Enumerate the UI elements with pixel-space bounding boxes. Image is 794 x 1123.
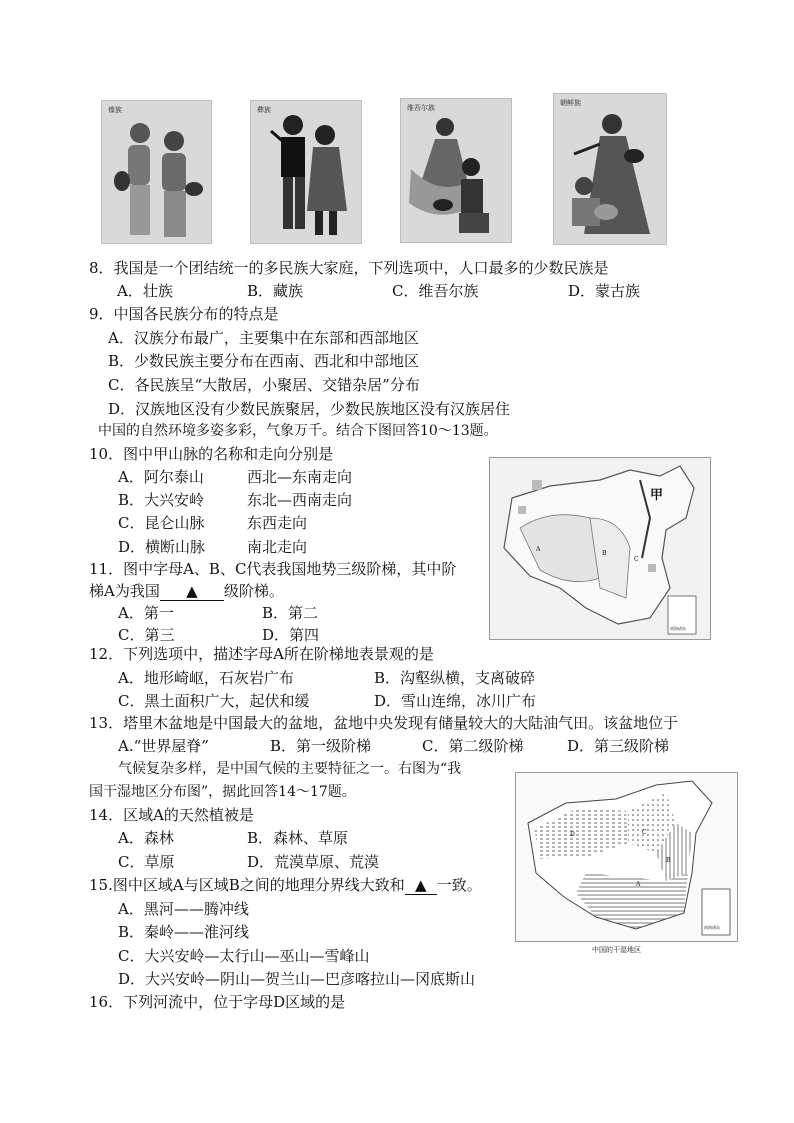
q11-line2 (89, 580, 284, 601)
q15-option-b: B．秦岭——淮河线 (118, 923, 250, 941)
q10-option-b-name: B．大兴安岭 (118, 491, 205, 509)
q13-option-c: C．第二级阶梯 (422, 737, 524, 755)
dai-ethnic-image (101, 100, 212, 244)
q10-option-a-direction: 西北—东南走向 (247, 468, 353, 486)
q16-stem: 16．下列河流中，位于字母D区域的是 (89, 993, 346, 1011)
q8-option-a: A．壮族 (117, 282, 173, 300)
answer-blank[interactable]: ▲ (405, 876, 437, 895)
intro-14-17-line2: 国干湿地区分布图”，据此回答14～17题。 (89, 784, 356, 800)
south-china-sea-inset-label: 南海诸岛 (704, 925, 720, 930)
q12-stem: 12．下列选项中，描述字母A所在阶梯地表景观的是 (89, 645, 434, 663)
q15-stem (89, 874, 482, 895)
answer-blank[interactable]: ▲ (160, 582, 224, 601)
q14-option-d: D．荒漠草原、荒漠 (247, 853, 380, 871)
image-label: 傣族 (108, 106, 122, 114)
south-china-sea-inset-label: 南海诸岛 (670, 626, 686, 631)
q11-line1: 11．图中字母A、B、C代表我国地势三级阶梯，其中阶 (89, 560, 457, 578)
q13-option-b: B．第一级阶梯 (270, 737, 372, 755)
yi-dancers-illustration (251, 101, 361, 243)
q9-option-c: C．各民族呈“大散居，小聚居、交错杂居”分布 (108, 376, 420, 394)
q11-line2-prefix: 梯A为我国 (89, 582, 160, 600)
q11-line2-suffix: 级阶梯。 (223, 582, 284, 600)
q11-option-c: C．第三 (118, 626, 175, 644)
step-b-label: B (602, 550, 607, 557)
q12-option-c: C．黑土面积广大，起伏和缓 (118, 692, 310, 710)
q12-option-a: A．地形崎岖，石灰岩广布 (118, 669, 294, 687)
q10-option-c-name: C．昆仑山脉 (118, 514, 205, 532)
q15-option-a: A．黑河——腾冲线 (118, 900, 249, 918)
q15-option-c: C．大兴安岭—太行山—巫山—雪峰山 (118, 947, 370, 965)
region-c-label: C (642, 829, 647, 836)
q9-option-a: A．汉族分布最广，主要集中在东部和西部地区 (108, 329, 419, 347)
uyghur-dancers-illustration (401, 99, 511, 242)
q10-option-a-name: A．阿尔泰山 (118, 468, 204, 486)
q14-option-c: C．草原 (118, 853, 175, 871)
q9-option-b: B．少数民族主要分布在西南、西北和中部地区 (108, 352, 420, 370)
intro-10-13: 中国的自然环境多姿多彩，气象万千。结合下图回答10～13题。 (98, 423, 498, 439)
q10-option-d-direction: 南北走向 (247, 538, 308, 556)
q13-option-a: A.“世界屋脊” (118, 737, 209, 755)
region-b-label: B (666, 857, 671, 864)
q12-option-d: D．雪山连绵，冰川广布 (374, 692, 537, 710)
uyghur-ethnic-image (400, 98, 512, 243)
dry-wet-map-caption: 中国的干湿地区 (592, 946, 641, 954)
q15-stem-prefix: 15.图中区域A与区域B之间的地理分界线大致和 (89, 876, 405, 894)
dai-dancers-illustration (102, 101, 211, 243)
q8-stem: 8．我国是一个团结统一的多民族大家庭，下列选项中，人口最多的少数民族是 (89, 259, 609, 277)
q15-stem-suffix: 一致。 (436, 876, 482, 894)
china-terrain-map-svg (490, 458, 710, 639)
q8-option-d: D．蒙古族 (568, 282, 641, 300)
intro-14-17-line1: 气候复杂多样，是中国气候的主要特征之一。右图为“我 (118, 761, 462, 777)
q10-stem: 10．图中甲山脉的名称和走向分别是 (89, 445, 334, 463)
q13-stem: 13．塔里木盆地是中国最大的盆地，盆地中央发现有储量较大的大陆油气田。该盆地位于 (89, 714, 679, 732)
mountain-jia-label: 甲 (650, 488, 664, 503)
q15-option-d: D．大兴安岭—阴山—贺兰山—巴彦喀拉山—冈底斯山 (118, 970, 476, 988)
q12-option-b: B．沟壑纵横，支离破碎 (374, 669, 536, 687)
q10-option-c-direction: 东西走向 (247, 514, 308, 532)
q13-option-d: D．第三级阶梯 (567, 737, 670, 755)
q8-option-b: B．藏族 (247, 282, 304, 300)
q14-option-a: A．森林 (118, 829, 174, 847)
q11-option-b: B．第二 (262, 604, 319, 622)
q11-option-a: A．第一 (118, 604, 174, 622)
terrain-steps-map (489, 457, 711, 640)
q9-stem: 9．中国各民族分布的特点是 (89, 305, 279, 323)
image-label: 朝鲜族 (560, 99, 581, 107)
yi-ethnic-image (250, 100, 362, 244)
region-a-label: A (636, 881, 641, 888)
china-dry-wet-map-svg (516, 773, 737, 941)
dry-wet-regions-map (515, 772, 738, 942)
image-label: 彝族 (257, 106, 271, 114)
image-label: 维吾尔族 (407, 104, 435, 112)
region-d-label: D (570, 831, 575, 838)
q14-stem: 14．区域A的天然植被是 (89, 806, 254, 824)
step-a-label: A (536, 546, 541, 553)
q9-option-d: D．汉族地区没有少数民族聚居，少数民族地区没有汉族居住 (108, 400, 511, 418)
korean-ethnic-image (553, 93, 667, 245)
korean-dancers-illustration (554, 94, 666, 244)
step-c-label: C (634, 556, 639, 563)
q10-option-d-name: D．横断山脉 (118, 538, 206, 556)
q10-option-b-direction: 东北—西南走向 (247, 491, 353, 509)
q8-option-c: C．维吾尔族 (392, 282, 479, 300)
q11-option-d: D．第四 (262, 626, 320, 644)
q14-option-b: B．森林、草原 (247, 829, 349, 847)
